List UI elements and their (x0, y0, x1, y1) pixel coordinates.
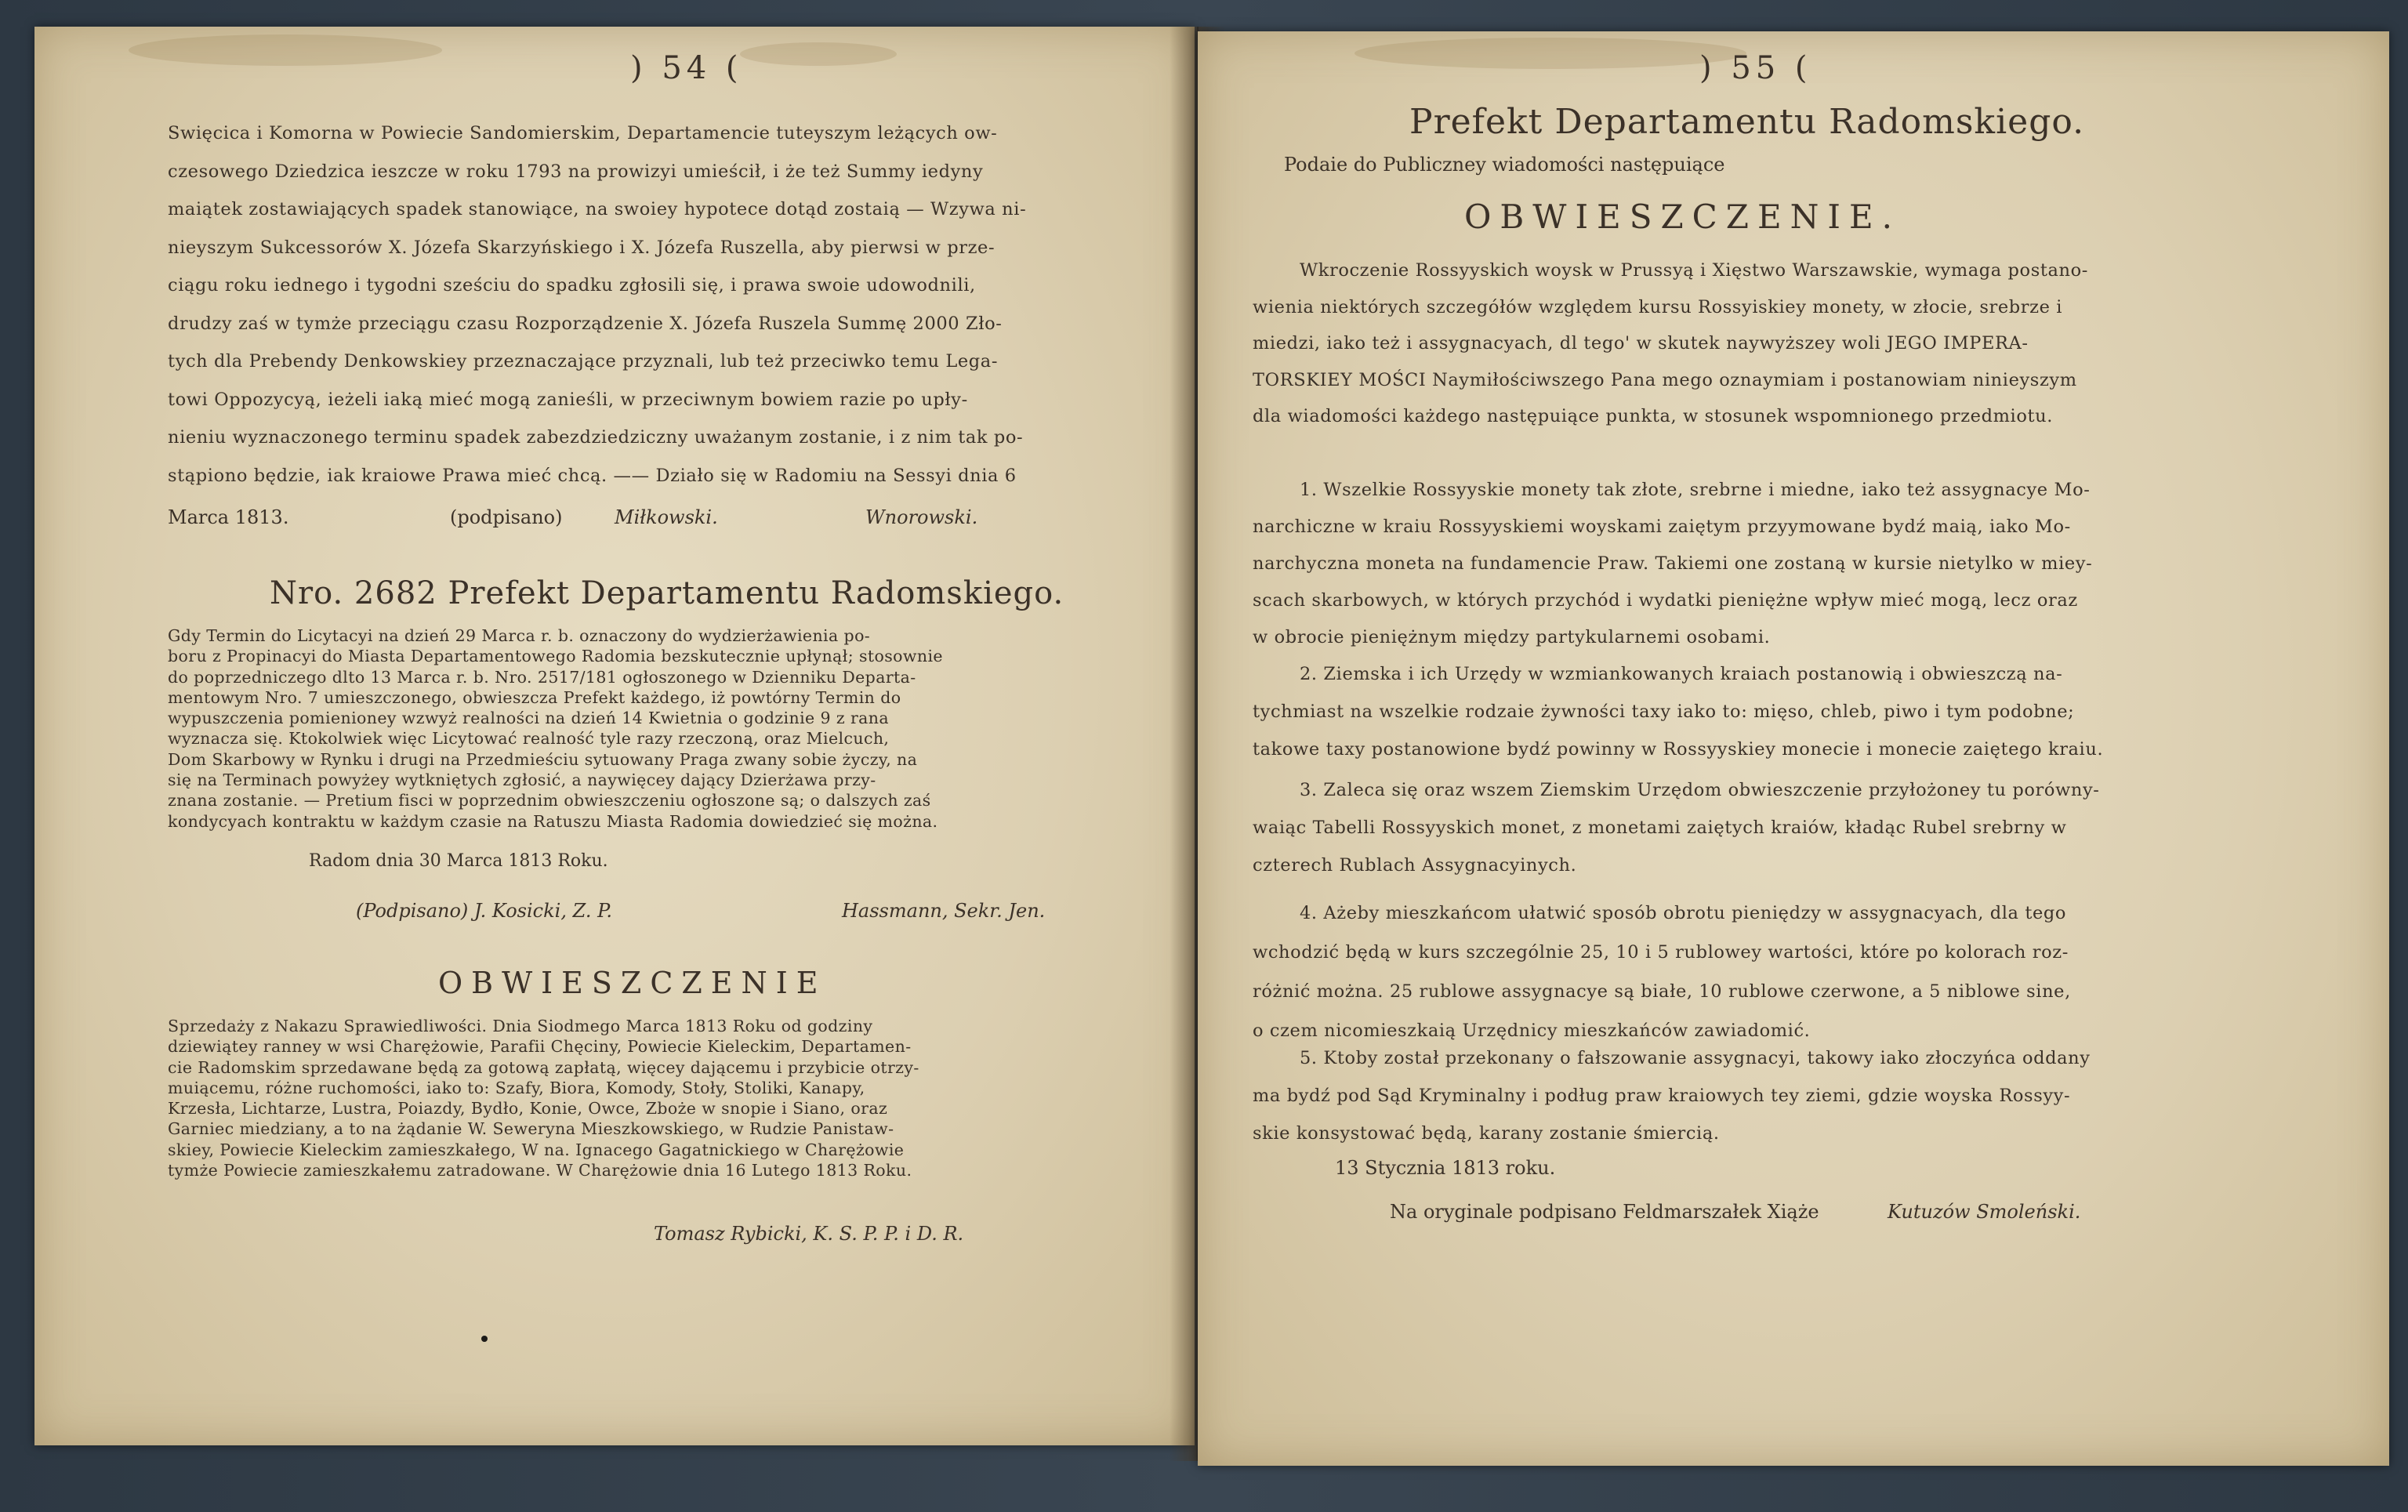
text-line: TORSKIEY MOŚCI Naymiłościwszego Pana mego oznaymiam i postanowiam ninieyszym (1253, 369, 2077, 390)
text-line: dla wiadomości każdego następuiące punkta, w stosunek wspomnionego przedmiotu. (1253, 406, 2053, 426)
stain (1354, 38, 1746, 69)
point-5 (1253, 1039, 2381, 1152)
page-number: ) 55 ( (1699, 50, 1812, 86)
text-line: tych dla Prebendy Denkowskiey przeznaczające przyznali, lub też przeciwko temu Lega- (168, 351, 999, 372)
ink-dot (481, 1336, 488, 1342)
text-line: wyznacza się. Ktokolwiek więc Licytować realność tyle razy rzeczoną, oraz Mielcuch, (168, 729, 890, 749)
stain (740, 42, 897, 66)
text-line: narchiczne w kraiu Rossyyskiemi woyskami zaiętym przyymowane bydź maią, iako Mo- (1253, 517, 2071, 537)
text-line: tymże Powiecie zamieszkałemu zatradowane. W Charężowie dnia 16 Lutego 1813 Roku. (168, 1161, 912, 1180)
top-date: Marca 1813. (168, 506, 289, 528)
text-line: maiątek zostawiających spadek stanowiące, na swoiey hypotece dotąd zostaią — Wzywa ni- (168, 199, 1027, 219)
text-line: Krzesła, Lichtarze, Lustra, Poiazdy, Bydło, Konie, Owce, Zboże w snopie i Siano, oraz (168, 1099, 888, 1119)
text-line: wypuszczenia pomienioney wzwyż realności na dzień 14 Kwietnia o godzinie 9 z rana (168, 709, 890, 728)
text-line: towi Oppozycyą, ieżeli iaką mieć mogą zanieśli, w przeciwnym bowiem razie po upły- (168, 389, 968, 410)
text-line: 5. Ktoby został przekonany o fałszowanie assygnacyi, takowy iako złoczyńca oddany (1300, 1048, 2091, 1068)
text-line: miedzi, iako też i assygnacyach, dl tego' w skutek naywyższey woli JEGO IMPERA- (1253, 333, 2029, 354)
text-line: Sprzedaży z Nakazu Sprawiedliwości. Dnia Siodmego Marca 1813 Roku od godziny (168, 1017, 873, 1035)
page-number: ) 54 ( (630, 50, 743, 86)
point-4 (1253, 894, 2381, 1050)
text-line: muiącemu, różne ruchomości, iako to: Szafy, Biora, Komody, Stoły, Stoliki, Kanapy, (168, 1078, 865, 1097)
section-heading: Nro. 2682 Prefekt Departamentu Radomskiego. (270, 575, 1064, 611)
text-line: boru z Propinacyi do Miasta Departamentowego Radomia bezskutecznie upłynął; stosownie (168, 647, 943, 666)
text-line: waiąc Tabelli Rossyyskich monet, z monetami zaiętych kraiów, kładąc Rubel srebrny w (1253, 818, 2067, 838)
text-line: takowe taxy postanowione bydź powinny w Rossyyskiey monecie i monecie zaiętego kraiu. (1253, 739, 2104, 760)
signature: Wnorowski. (865, 506, 978, 528)
text-line: się na Terminach powyżey wytkniętych zgłosić, a naywięcey dający Dzierżawa przy- (168, 771, 876, 790)
text-line: Wkroczenie Rossyyskich woysk w Prussyą i Xięstwo Warszawskie, wymaga postano- (1300, 260, 2088, 281)
text-line: skiey, Powiecie Kieleckim zamieszkałego, W na. Ignacego Gagatnickiego w Charężowie (168, 1140, 905, 1159)
point-1 (1253, 472, 2381, 656)
text-line: czterech Rublach Assygnacyinych. (1253, 855, 1577, 876)
intro-paragraph (1253, 252, 2381, 435)
stain (129, 34, 442, 66)
text-line: do poprzedniczego dlto 13 Marca r. b. Nro. 2517/181 ogłoszonego w Dzienniku Departa- (168, 667, 916, 687)
date: 13 Stycznia 1813 roku. (1335, 1157, 1556, 1179)
text-line: dziewiątey ranney w wsi Charężowie, Parafii Chęciny, Powiecie Kieleckim, Departamen- (168, 1037, 912, 1057)
text-line: 3. Zaleca się oraz wszem Ziemskim Urzędom obwieszczenie przyłożoney tu porówny- (1300, 780, 2100, 800)
text-line: różnić można. 25 rublowe assygnacye są białe, 10 rublowe czerwone, a 5 niblowe sine, (1253, 981, 2071, 1002)
text-line: ma bydź pod Sąd Kryminalny i podług praw kraiowych tey ziemi, gdzie woyska Rossyy- (1253, 1086, 2071, 1106)
text-line: 1. Wszelkie Rossyyskie monety tak złote, srebrne i miedne, iako też assygnacye Mo- (1300, 480, 2091, 500)
text-line: skie konsystować będą, karany zostanie śmiercią. (1253, 1123, 1720, 1144)
signature: (Podpisano) J. Kosicki, Z. P. (356, 900, 612, 922)
text-line: 4. Ażeby mieszkańcom ułatwić sposób obrotu pieniędzy w assygnacyach, dla tego (1300, 903, 2067, 923)
text-line: nieyszym Sukcessorów X. Józefa Skarzyńskiego i X. Józefa Ruszella, aby pierwsi w prze- (168, 237, 995, 258)
text-line: wienia niektórych szczegółów względem kursu Rossyiskiey monety, w złocie, srebrze i (1253, 296, 2063, 317)
text-line: Swięcica i Komorna w Powiecie Sandomierskim, Departamencie tuteyszym leżących ow- (168, 123, 998, 143)
subheading: Podaie do Publiczney wiadomości następuiące (1284, 154, 1725, 176)
second-paragraph (168, 625, 1210, 832)
point-3 (1253, 771, 2381, 884)
signature-prefix: Na oryginale podpisano Feldmarszałek Xiąże (1390, 1201, 1819, 1223)
text-line: znana zostanie. — Pretium fisci w poprzednim obwieszczeniu ogłoszone są; o dalszych zaś (168, 791, 931, 810)
text-line: narchyczna moneta na fundamencie Praw. Takiemi one zostaną w kursie nietylko w miey- (1253, 553, 2093, 574)
third-paragraph (168, 1016, 1210, 1180)
text-line: nieniu wyznaczonego terminu spadek zabezdziedziczny uważanym zostanie, i z nim tak po- (168, 427, 1024, 448)
text-line: kondycyach kontraktu w każdym czasie na Ratuszu Miasta Radomia dowiedzieć się można. (168, 811, 938, 831)
point-2 (1253, 655, 2381, 768)
signature: Tomasz Rybicki, K. S. P. P. i D. R. (654, 1223, 964, 1245)
place-date: Radom dnia 30 Marca 1813 Roku. (309, 851, 608, 871)
signature: Hassmann, Sekr. Jen. (842, 900, 1046, 922)
text-line: scach skarbowych, w których przychód i wydatki pieniężne wpływ mieć mogą, lecz oraz (1253, 590, 2078, 611)
caps-heading: OBWIESZCZENIE (438, 966, 827, 1000)
text-line: Dom Skarbowy w Rynku i drugi na Przedmieściu sytuowany Praga zwany sobie życzy, na (168, 749, 918, 769)
text-line: mentowym Nro. 7 umieszczonego, obwieszcza Prefekt każdego, iż powtórny Termin do (168, 687, 901, 707)
text-line: o czem nicomieszkaią Urzędnicy mieszkańców zawiadomić. (1253, 1021, 1811, 1041)
caps-heading: OBWIESZCZENIE. (1464, 198, 1901, 236)
right-page (1198, 31, 2389, 1466)
text-line: wchodzić będą w kurs szczególnie 25, 10 i 5 rublowey wartości, które po kolorach roz- (1253, 942, 2069, 963)
text-line: ciągu roku iednego i tygodni sześciu do spadku zgłosili się, i prawa swoie udowodnili, (168, 275, 976, 296)
text-line: Gdy Termin do Licytacyi na dzień 29 Marca r. b. oznaczony do wydzierżawienia po- (168, 626, 871, 645)
signature: Miłkowski. (615, 506, 718, 528)
text-line: Garniec miedziany, a to na żądanie W. Seweryna Mieszkowskiego, w Rudzie Panistaw- (168, 1119, 894, 1139)
text-line: 2. Ziemska i ich Urzędy w wzmiankowanych kraiach postanowią i obwieszczą na- (1300, 664, 2063, 684)
page-heading: Prefekt Departamentu Radomskiego. (1409, 102, 2085, 142)
text-line: w obrocie pieniężnym między partykularnemi osobami. (1253, 627, 1771, 647)
text-line: stąpiono będzie, iak kraiowe Prawa mieć chcą. —— Działo się w Radomiu na Sessyi dnia 6 (168, 465, 1017, 486)
text-line: tychmiast na wszelkie rodzaie żywności taxy iako to: mięso, chleb, piwo i tym podobne; (1253, 702, 2075, 722)
top-paragraph (168, 114, 1210, 495)
top-signed: (podpisano) (450, 506, 563, 528)
text-line: drudzy zaś w tymże przeciągu czasu Rozporządzenie X. Józefa Ruszela Summę 2000 Zło- (168, 313, 1003, 334)
left-page (34, 27, 1195, 1445)
text-line: czesowego Dziedzica ieszcze w roku 1793 na prowizyi umieścił, i że też Summy iedyny (168, 161, 984, 182)
text-line: cie Radomskim sprzedawane będą za gotową zapłatą, więcey dającemu i przybicie otrzy- (168, 1057, 919, 1077)
signature: Kutuzów Smoleński. (1888, 1201, 2081, 1223)
